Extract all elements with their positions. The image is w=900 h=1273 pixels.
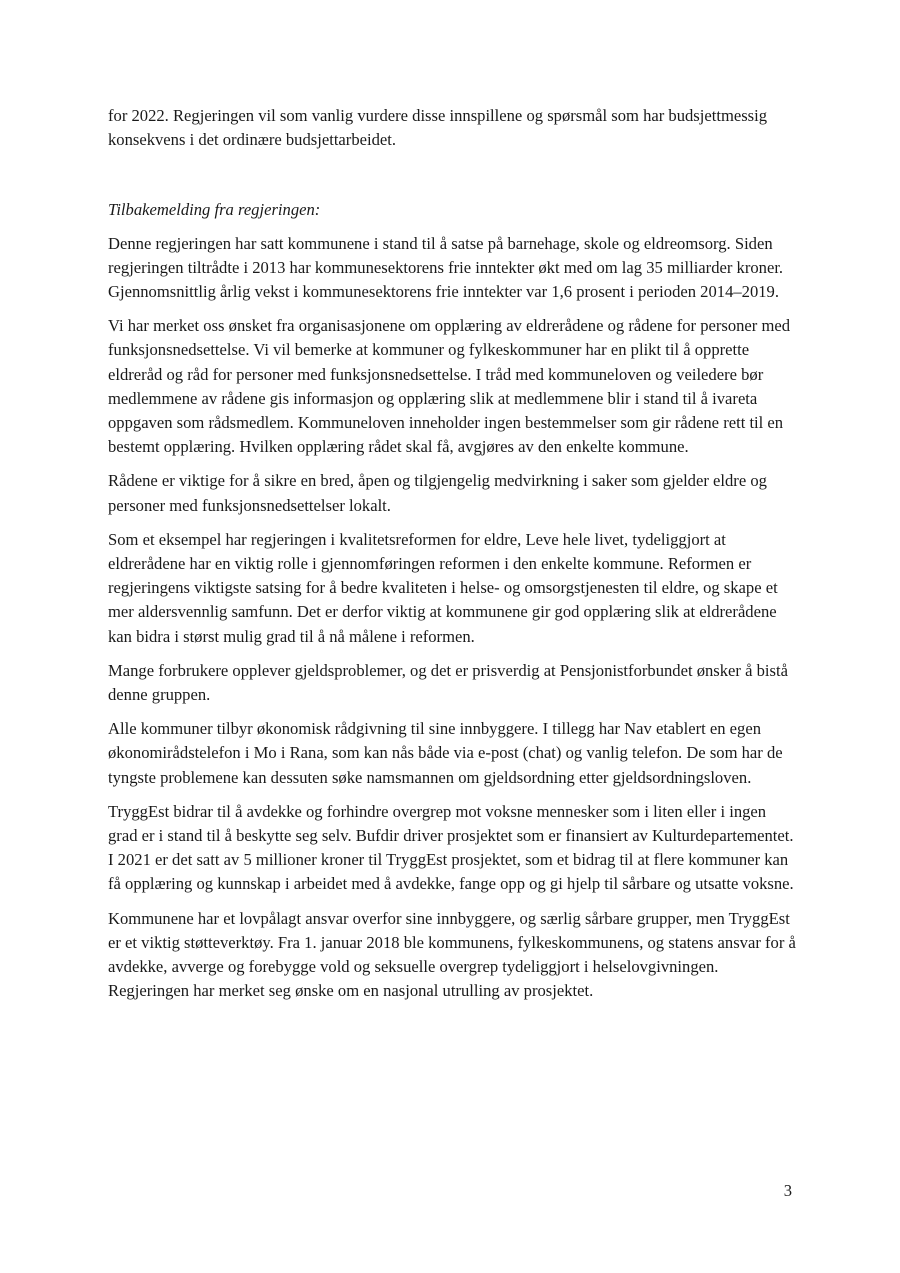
paragraph-tryggest: TryggEst bidrar til å avdekke og forhindre overgrep mot voksne mennesker som i liten eller i ingen grad er i stand til å beskytte seg selv. Bufdir driver prosjektet som er finansiert av Kulturdepartementet. I 2021 er det satt av 5 millioner kroner til TryggEst prosjektet, som et bidrag til at flere kommuner kan få opplæring og kunnskap i arbeidet med å avdekke, fange opp og gi hjelp til sårbare og utsatte voksne. <box>108 801 794 894</box>
paragraph-advice: Alle kommuner tilbyr økonomisk rådgivning til sine innbyggere. I tillegg har Nav etablert en egen økonomirådstelefon i Mo i Rana, som kan nås både via e-post (chat) og vanlig telefon. De som har de tyngste problemene kan dessuten søke namsmannen om gjeldsordning etter gjeldsordningsloven. <box>108 719 783 787</box>
paragraph-reform: Som et eksempel har regjeringen i kvalitetsreformen for eldre, Leve hele livet, tydeliggjort at eldrerådene har en viktig rolle i gjennomføringen reformen i den enkelte kommune. Reformen er regjeringens viktigste satsing for å bedre kvaliteten i helse- og omsorgstjenesten til eldre, og skape et mer aldersvennlig samfunn. Det er derfor viktig at kommunene gir god opplæring slik at eldrerådene kan bidra i størst mulig grad til å nå målene i reformen. <box>108 529 778 646</box>
paragraph-councils: Rådene er viktige for å sikre en bred, åpen og tilgjengelig medvirkning i saker som gjelder eldre og personer med funksjonsnedsettelser lokalt. <box>108 471 767 515</box>
page-content <box>108 104 798 1014</box>
paragraph-funding: Denne regjeringen har satt kommunene i stand til å satse på barnehage, skole og eldreomsorg. Siden regjeringen tiltrådte i 2013 har kommunesektorens frie inntekter økt med om lag 35 milliarder kroner. Gjennomsnittlig årlig vekst i kommunesektorens frie inntekter var 1,6 prosent i perioden 2014–2019. <box>108 233 784 302</box>
intro-paragraph: for 2022. Regjeringen vil som vanlig vurdere disse innspillene og spørsmål som har budsjettmessig konsekvens i det ordinære budsjettarbeidet. <box>108 106 768 150</box>
paragraph-responsibility: Kommunene har et lovpålagt ansvar overfor sine innbyggere, og særlig sårbare grupper, men TryggEst er et viktig støtteverktøy. Fra 1. januar 2018 ble kommunens, fylkeskommunens, og statens ansvar for å avdekke, avverge og forebygge vold og seksuelle overgrep tydeliggjort i helselovgivningen. Regjeringen har merket seg ønske om en nasjonal utrulling av prosjektet. <box>108 908 796 1001</box>
page-number: 3 <box>783 1181 792 1200</box>
section-heading: Tilbakemelding fra regjeringen: <box>108 200 321 220</box>
paragraph-training: Vi har merket oss ønsket fra organisasjonene om opplæring av eldrerådene og rådene for personer med funksjonsnedsettelse. Vi vil bemerke at kommuner og fylkeskommuner har en plikt til å opprette eldreråd og råd for personer med funksjonsnedsettelse. I tråd med kommuneloven og veiledere bør medlemmene av rådene gis informasjon og opplæring slik at medlemmene blir i stand til å ivareta oppgaven som rådsmedlem. Kommuneloven inneholder ingen bestemmelser som gir rådene rett til en bestemt opplæring. Hvilken opplæring rådet skal få, avgjøres av den enkelte kommune. <box>108 316 791 457</box>
paragraph-debt: Mange forbrukere opplever gjeldsproblemer, og det er prisverdig at Pensjonistforbundet ønsker å bistå denne gruppen. <box>108 660 788 705</box>
